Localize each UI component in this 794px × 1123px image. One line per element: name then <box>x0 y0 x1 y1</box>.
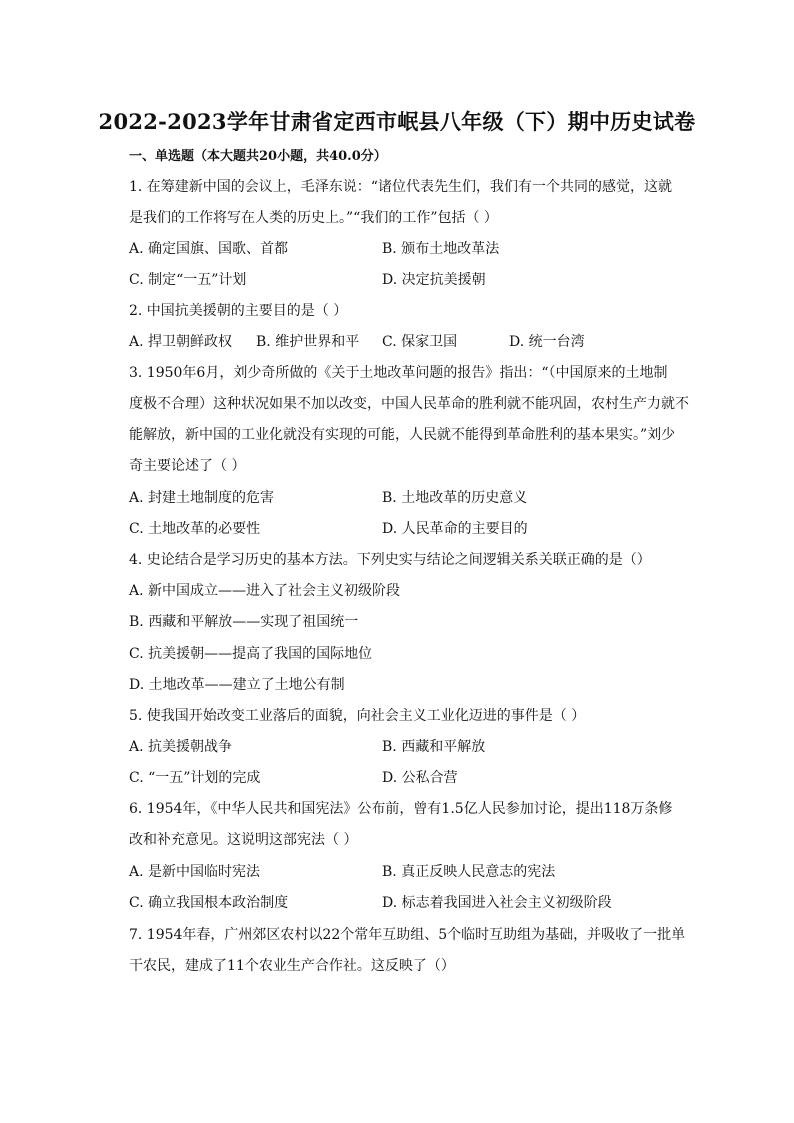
question-1-option-a: A. 确定国旗、国歌、首都 <box>129 241 289 257</box>
question-5-option-b: B. 西藏和平解放 <box>382 739 486 755</box>
question-5-line-1: 5. 使我国开始改变工业落后的面貌，向社会主义工业化迈进的事件是（ ） <box>129 708 586 724</box>
question-4-line-1: 4. 史论结合是学习历史的基本方法。下列史实与结论之间逻辑关系关联正确的是（） <box>129 552 651 568</box>
question-1-option-b: B. 颁布土地改革法 <box>382 241 500 257</box>
question-4-option-d: D. 土地改革——建立了土地公有制 <box>129 677 345 693</box>
question-1-line-2: 是我们的工作将写在人类的历史上。”“我们的工作”包括（ ） <box>129 210 498 226</box>
question-4-option-c: C. 抗美援朝——提高了我国的国际地位 <box>129 646 373 662</box>
question-2-option-c: C. 保家卫国 <box>382 334 458 350</box>
question-6-option-c: C. 确立我国根本政治制度 <box>129 895 289 911</box>
exam-title: 2022-2023学年甘肃省定西市岷县八年级（下）期中历史试卷 <box>98 109 696 134</box>
question-7-line-1: 7. 1954年春，广州郊区农村以22个常年互助组、5个临时互助组为基础，并吸收了一批单 <box>129 927 686 943</box>
question-4-option-b: B. 西藏和平解放——实现了祖国统一 <box>129 614 359 630</box>
question-3-line-2: 度极不合理）这种状况如果不加以改变，中国人民革命的胜利就不能巩固，农村生产力就不 <box>129 396 689 412</box>
question-6-line-1: 6. 1954年，《中华人民共和国宪法》公布前，曾有1.5亿人民参加讨论，提出118万条修 <box>129 801 673 817</box>
question-2-option-a: A. 捍卫朝鲜政权 <box>129 334 233 350</box>
question-2-option-b: B. 维护世界和平 <box>256 334 360 350</box>
question-3-option-c: C. 土地改革的必要性 <box>129 521 261 537</box>
question-5-option-a: A. 抗美援朝战争 <box>129 739 233 755</box>
question-7-line-2: 干农民，建成了11个农业生产合作社。这反映了（） <box>129 958 455 974</box>
question-6-option-b: B. 真正反映人民意志的宪法 <box>382 864 556 880</box>
question-3-line-1: 3. 1950年6月，刘少奇所做的《关于土地改革问题的报告》指出：“（中国原来的土地制 <box>129 365 668 381</box>
question-1-option-c: C. 制定“一五”计划 <box>129 272 247 288</box>
question-3-line-4: 奇主要论述了（ ） <box>129 458 246 474</box>
question-3-option-b: B. 土地改革的历史意义 <box>382 490 528 506</box>
question-6-option-d: D. 标志着我国进入社会主义初级阶段 <box>382 895 612 911</box>
question-3-line-3: 能解放，新中国的工业化就没有实现的可能，人民就不能得到革命胜利的基本果实。”刘少 <box>129 427 676 443</box>
question-1-line-1: 1. 在筹建新中国的会议上，毛泽东说：“诸位代表先生们，我们有一个共同的感觉，这就 <box>129 179 672 195</box>
question-6-line-2: 改和补充意见。这说明这部宪法（ ） <box>129 832 358 848</box>
question-3-option-d: D. 人民革命的主要目的 <box>382 521 528 537</box>
question-4-option-a: A. 新中国成立——进入了社会主义初级阶段 <box>129 583 401 599</box>
question-1-option-d: D. 决定抗美援朝 <box>382 272 486 288</box>
question-2-option-d: D. 统一台湾 <box>509 334 585 350</box>
question-2-line-1: 2. 中国抗美援朝的主要目的是（ ） <box>129 303 348 319</box>
question-5-option-c: C. “一五”计划的完成 <box>129 770 261 786</box>
question-3-option-a: A. 封建土地制度的危害 <box>129 490 275 506</box>
question-5-option-d: D. 公私合营 <box>382 770 458 786</box>
question-6-option-a: A. 是新中国临时宪法 <box>129 864 261 880</box>
section-heading: 一、单选题（本大题共20小题，共40.0分） <box>129 149 387 164</box>
